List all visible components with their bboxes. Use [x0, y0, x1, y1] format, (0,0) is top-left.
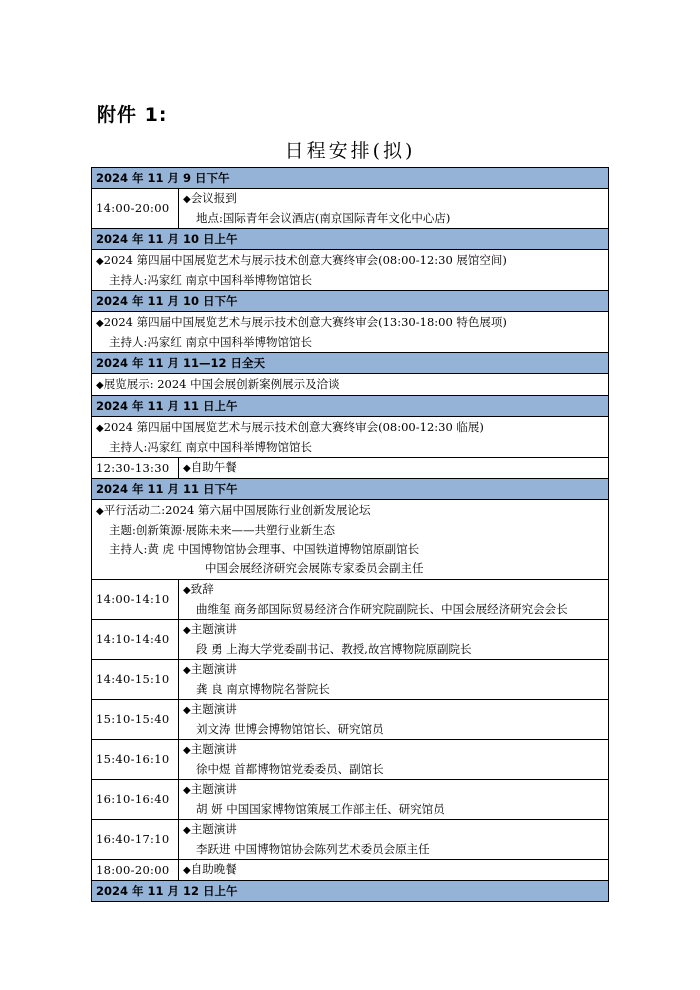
time-cell: 15:10-15:40 [92, 700, 179, 740]
bullet-icon: ◆ [183, 745, 191, 756]
schedule-row [92, 740, 609, 780]
schedule-table [91, 167, 609, 902]
event-cell [179, 740, 609, 780]
schedule-row [92, 820, 609, 860]
schedule-row [92, 500, 609, 580]
date-header-row [92, 479, 609, 500]
event-title: 主题演讲 [190, 782, 237, 796]
event-cell [179, 580, 609, 620]
bullet-icon: ◆ [183, 463, 191, 474]
event-detail: 主题:创新策源·展陈未来——共塑行业新生态 [109, 523, 336, 537]
bullet-icon: ◆ [96, 255, 104, 267]
schedule-row [92, 374, 609, 396]
event-cell [92, 312, 609, 353]
event-title: 主题演讲 [190, 742, 237, 756]
date-header-row [92, 229, 609, 250]
bullet-icon: ◆ [96, 422, 104, 434]
bullet-icon: ◆ [96, 379, 104, 391]
time-cell: 14:10-14:40 [92, 620, 179, 660]
time-cell: 14:00-20:00 [92, 189, 179, 229]
event-detail: 中国会展经济研究会展陈专家委员会副主任 [205, 561, 424, 575]
date-header-row [92, 168, 609, 189]
event-title: 主题演讲 [190, 702, 237, 716]
bullet-icon: ◆ [183, 865, 191, 876]
event-cell [92, 417, 609, 458]
date-header: 2024 年 11 月 9 日下午 [92, 168, 609, 189]
event-detail: 刘文涛 世博会博物馆馆长、研究馆员 [196, 722, 384, 736]
bullet-icon: ◆ [183, 705, 191, 716]
date-header-row [92, 353, 609, 374]
event-detail: 曲维玺 商务部国际贸易经济合作研究院副院长、中国会展经济研究会会长 [196, 602, 568, 616]
event-detail: 龚 良 南京博物院名誉院长 [196, 682, 330, 696]
date-header: 2024 年 11 月 12 日上午 [92, 881, 609, 902]
annex-label: 附件 1: [97, 104, 168, 126]
schedule-row [92, 458, 609, 479]
date-header-row [92, 291, 609, 312]
event-detail: 胡 妍 中国国家博物馆策展工作部主任、研究馆员 [196, 802, 445, 816]
time-cell: 14:40-15:10 [92, 660, 179, 700]
bullet-icon: ◆ [183, 194, 191, 205]
event-title: 自助晚餐 [190, 862, 237, 876]
bullet-icon: ◆ [183, 785, 191, 796]
bullet-icon: ◆ [183, 585, 191, 596]
event-cell [179, 189, 609, 229]
event-detail: 段 勇 上海大学党委副书记、教授,故宫博物院原副院长 [196, 642, 472, 656]
date-header: 2024 年 11 月 10 日上午 [92, 229, 609, 250]
event-title: 2024 第四届中国展览艺术与展示技术创意大赛终审会(13:30-18:00 特色展项) [103, 314, 507, 329]
schedule-row [92, 700, 609, 740]
event-title: 展览展示: 2024 中国会展创新案例展示及洽谈 [103, 376, 340, 391]
event-title: 平行活动二:2024 第六届中国展陈行业创新发展论坛 [103, 503, 371, 517]
event-title: 2024 第四届中国展览艺术与展示技术创意大赛终审会(08:00-12:30 临展) [103, 419, 484, 434]
event-detail: 徐中煜 首都博物馆党委委员、副馆长 [196, 762, 384, 776]
event-cell [92, 250, 609, 291]
event-detail: 李跃进 中国博物馆协会陈列艺术委员会原主任 [196, 842, 430, 856]
schedule-row [92, 660, 609, 700]
bullet-icon: ◆ [96, 317, 104, 329]
event-cell [179, 458, 609, 479]
event-title: 会议报到 [190, 191, 237, 205]
schedule-row [92, 250, 609, 291]
event-detail: 主持人:冯家红 南京中国科举博物馆馆长 [109, 334, 313, 349]
event-cell [179, 820, 609, 860]
event-title: 自助午餐 [190, 460, 237, 474]
date-header: 2024 年 11 月 10 日下午 [92, 291, 609, 312]
event-title: 致辞 [190, 582, 214, 596]
bullet-icon: ◆ [96, 506, 104, 517]
event-detail: 主持人:黄 虎 中国博物馆协会理事、中国铁道博物馆原副馆长 [109, 542, 420, 556]
date-header: 2024 年 11 月 11 日下午 [92, 479, 609, 500]
event-detail: 主持人:冯家红 南京中国科举博物馆馆长 [109, 272, 313, 287]
date-header-row [92, 396, 609, 417]
event-cell [92, 500, 609, 580]
date-header-row [92, 881, 609, 902]
event-title: 主题演讲 [190, 622, 237, 636]
date-header: 2024 年 11 月 11 日上午 [92, 396, 609, 417]
schedule-row [92, 620, 609, 660]
schedule-row [92, 312, 609, 353]
event-title: 2024 第四届中国展览艺术与展示技术创意大赛终审会(08:00-12:30 展馆空间) [103, 252, 507, 267]
schedule-row [92, 580, 609, 620]
event-cell [179, 620, 609, 660]
time-cell: 16:10-16:40 [92, 780, 179, 820]
bullet-icon: ◆ [183, 665, 191, 676]
event-cell [179, 660, 609, 700]
event-title: 主题演讲 [190, 822, 237, 836]
time-cell: 16:40-17:10 [92, 820, 179, 860]
schedule-row [92, 189, 609, 229]
event-detail: 主持人:冯家红 南京中国科举博物馆馆长 [109, 439, 313, 454]
page-title: 日程安排(拟) [284, 140, 416, 162]
bullet-icon: ◆ [183, 625, 191, 636]
time-cell: 18:00-20:00 [92, 860, 179, 881]
schedule-row [92, 417, 609, 458]
event-detail: 地点:国际青年会议酒店(南京国际青年文化中心店) [196, 211, 451, 225]
event-cell [179, 860, 609, 881]
schedule-row [92, 860, 609, 881]
event-cell [92, 374, 609, 396]
time-cell: 14:00-14:10 [92, 580, 179, 620]
schedule-row [92, 780, 609, 820]
event-cell [179, 700, 609, 740]
time-cell: 15:40-16:10 [92, 740, 179, 780]
event-title: 主题演讲 [190, 662, 237, 676]
time-cell: 12:30-13:30 [92, 458, 179, 479]
bullet-icon: ◆ [183, 825, 191, 836]
event-cell [179, 780, 609, 820]
date-header: 2024 年 11 月 11—12 日全天 [92, 353, 609, 374]
